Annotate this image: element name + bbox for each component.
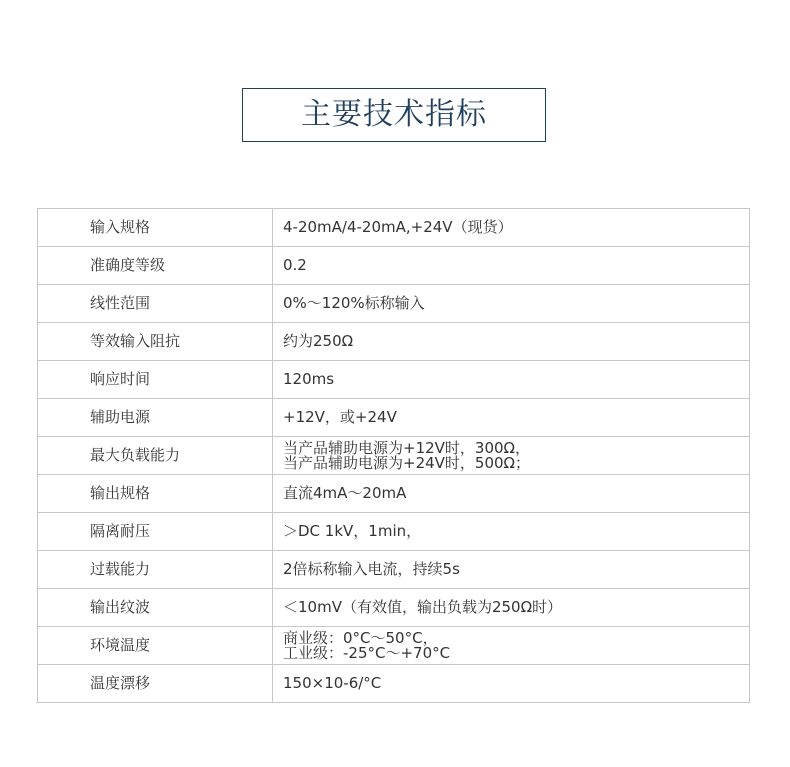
- spec-label: 辅助电源: [38, 399, 273, 437]
- spec-label: 过载能力: [38, 551, 273, 589]
- spec-value: [273, 399, 750, 437]
- spec-label: 等效输入阻抗: [38, 323, 273, 361]
- spec-value: [273, 285, 750, 323]
- spec-value-line: 商业级：0°C～50°C，: [283, 628, 438, 647]
- spec-value: [273, 247, 750, 285]
- spec-value-line: 2倍标称输入电流，持续5s: [283, 560, 460, 578]
- table-row: [38, 551, 750, 589]
- spec-value-line: 当产品辅助电源为+12V时，300Ω，: [283, 438, 531, 457]
- table-row: [38, 399, 750, 437]
- spec-value-line: 当产品辅助电源为+24V时，500Ω；: [283, 453, 531, 472]
- spec-label: 最大负载能力: [38, 437, 273, 475]
- spec-value-line: 150×10-6/°C: [283, 674, 382, 692]
- table-row: [38, 589, 750, 627]
- table-row: [38, 475, 750, 513]
- spec-value-line: +12V，或+24V: [283, 408, 397, 426]
- table-row: [38, 209, 750, 247]
- table-row: [38, 627, 750, 665]
- spec-label: 线性范围: [38, 285, 273, 323]
- spec-value: [273, 209, 750, 247]
- spec-value: [273, 551, 750, 589]
- spec-value-line: 直流4mA～20mA: [283, 484, 407, 502]
- table-row: [38, 437, 750, 475]
- spec-value-line: ＞DC 1kV，1min，: [283, 522, 422, 540]
- spec-value-line: 工业级：-25°C～+70°C: [283, 643, 451, 662]
- spec-label: 输出规格: [38, 475, 273, 513]
- spec-value: [273, 589, 750, 627]
- spec-value-line: ＜10mV（有效值，输出负载为250Ω时）: [283, 598, 563, 616]
- spec-value-line: 0%～120%标称输入: [283, 294, 425, 312]
- spec-table: [37, 208, 750, 703]
- spec-value: [273, 361, 750, 399]
- spec-label: 准确度等级: [38, 247, 273, 285]
- spec-value-line: 约为250Ω: [283, 332, 354, 350]
- spec-value: [273, 627, 750, 665]
- spec-value: [273, 323, 750, 361]
- spec-label: 响应时间: [38, 361, 273, 399]
- table-row: [38, 665, 750, 703]
- spec-label: 隔离耐压: [38, 513, 273, 551]
- table-row: [38, 323, 750, 361]
- spec-value-line: 4-20mA/4-20mA,+24V（现货）: [283, 218, 513, 236]
- spec-value: [273, 665, 750, 703]
- table-row: [38, 285, 750, 323]
- spec-value-line: 0.2: [283, 256, 307, 274]
- table-row: [38, 361, 750, 399]
- spec-value: [273, 513, 750, 551]
- spec-value: [273, 475, 750, 513]
- spec-value-line: 120ms: [283, 370, 335, 388]
- table-row: [38, 247, 750, 285]
- spec-label: 输出纹波: [38, 589, 273, 627]
- spec-label: 温度漂移: [38, 665, 273, 703]
- spec-label: 输入规格: [38, 209, 273, 247]
- spec-label: 环境温度: [38, 627, 273, 665]
- table-row: [38, 513, 750, 551]
- page-title: 主要技术指标: [301, 97, 487, 132]
- title-box: [242, 88, 546, 142]
- spec-value: [273, 437, 750, 475]
